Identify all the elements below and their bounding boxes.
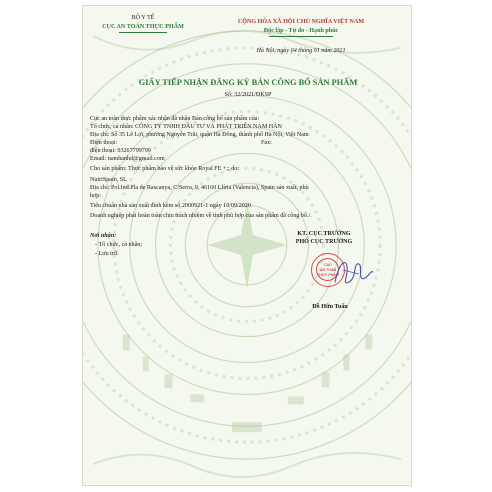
manufacturer-address-line: Địa chỉ: Pol.Ind.Pla de Rascanya, C/Serra, 9, 46160 Llíria (Valencia), Spain sản xuất, phù <box>90 185 309 191</box>
product-line: Cho sản phẩm: Thực phẩm bảo vệ sức khỏe Royal FE +;; do: <box>90 166 240 172</box>
stamp-text-2: AN TOÀN <box>319 268 337 272</box>
stamp-text-1: CỤC <box>324 263 332 267</box>
address-line: Địa chỉ: Số 35 Lê Lợi, phường Nguyễn Trãi, quận Hà Đông, thành phố Hà Nội, Việt Nam <box>90 132 309 138</box>
agency-underline <box>119 32 167 33</box>
date-location: Hà Nội, ngày 04 tháng 01 năm 2021 <box>256 48 346 54</box>
manufacturer-line: NutriSpain, SL <box>90 177 127 183</box>
signer-role-1: KT. CỤC TRƯỞNG <box>297 231 351 237</box>
stamp-text-3: THỰC PHẨM <box>317 273 339 277</box>
responsibility-line: Doanh nghiệp phải hoàn toàn chịu trách nhiệm về tính phù hợp của sản phẩm đã công bố./. <box>90 213 312 219</box>
fax-label: Fax: <box>261 140 272 146</box>
national-motto: Độc lập - Tự do - Hạnh phúc <box>263 28 339 34</box>
document-content <box>83 6 411 485</box>
ministry-name: BỘ Y TẾ <box>131 15 155 21</box>
email-line: Email: namhanhd@gmail.com <box>90 156 165 162</box>
document-number: Số: 32/2021/ĐKSP <box>224 92 272 98</box>
motto-underline <box>269 36 333 37</box>
intro-line: Cục an toàn thực phẩm xác nhận đã nhận Bản công bố sản phẩm của: <box>90 116 260 122</box>
signer-name: Đỗ Hữu Tuấn <box>312 304 348 310</box>
certificate-document <box>82 5 412 486</box>
recipients-heading: Nơi nhận: <box>90 233 117 239</box>
recipient-item-1: - Tổ chức, cá nhân; <box>95 242 143 248</box>
phone-label: Điện thoại: <box>90 140 118 146</box>
organization-line: Tổ chức, cá nhân: CÔNG TY TNHH ĐẦU TƯ VÀ PHÁT TRIỂN NAM HÂN <box>90 124 282 130</box>
standard-line: Tiêu chuẩn nhà sản xuất đính kèm số 2000921-1 ngày 10/09/2020 <box>90 203 251 209</box>
document-title: GIẤY TIẾP NHẬN ĐĂNG KÝ BẢN CÔNG BỐ SẢN PHẨM <box>138 78 358 87</box>
signer-role-2: PHÓ CỤC TRƯỞNG <box>295 239 353 245</box>
manufacturer-address-cont: hợp: <box>90 193 102 199</box>
agency-name: CỤC AN TOÀN THỰC PHẨM <box>102 24 184 30</box>
recipient-item-2: - Lưu trữ. <box>95 251 119 257</box>
republic-heading: CỘNG HÒA XÃ HỘI CHỦ NGHĨA VIỆT NAM <box>237 19 365 25</box>
phone-value: điện thoại: 03267799799 <box>90 148 151 154</box>
handwritten-signature <box>329 252 375 292</box>
